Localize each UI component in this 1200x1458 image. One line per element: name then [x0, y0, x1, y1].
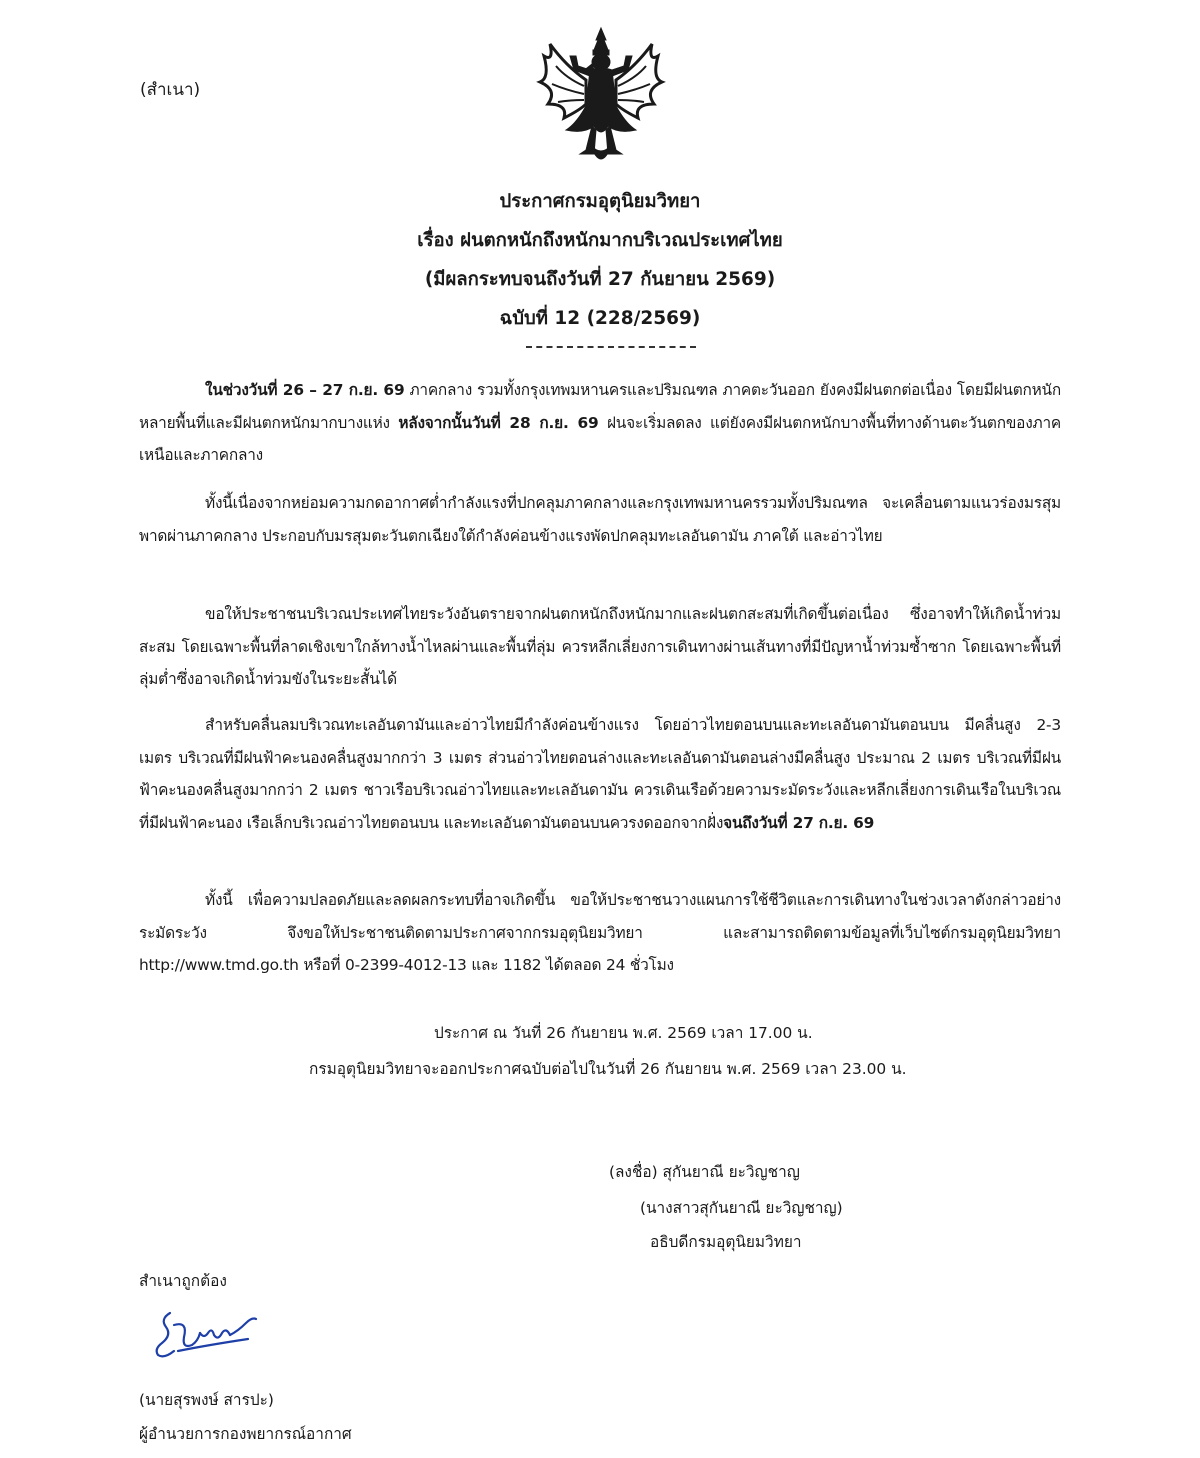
title-subject: เรื่อง ฝนตกหนักถึงหนักมากบริเวณประเทศไทย [417, 230, 783, 251]
sea-conditions-text: สำหรับคลื่นลมบริเวณทะเลอันดามันและอ่าวไทยมีกำลังค่อนข้างแรง โดยอ่าวไทยตอนบนและทะเลอันดามันตอนบน มีคลื่นสูง 2-3 เมตร บริเวณที่มีฝนฟ้าคะนองคลื่นสูงมากกว่า 3 เมตร ส่วนอ่าวไทยตอนล่างและทะเลอันดามันตอนล่างมีคลื่นสูง ประมาณ 2 เมตร บริเวณที่มีฝนฟ้าคะนองคลื่นสูงมากกว่า 2 เมตร ชาวเรือบริเวณอ่าวไทยและทะเลอันดามัน ควรเดินเรือด้วยความระมัดระวังและหลีกเลี่ยงการเดินเรือในบริเวณที่มีฝนฟ้าคะนอง เรือเล็กบริเวณอ่าวไทยตอนบน และทะเลอันดามันตอนบนควรงดออกจากฝั่ง [139, 716, 1061, 832]
title-effect-period: (มีผลกระทบจนถึงวันที่ 27 กันยายน 2569) [424, 269, 776, 290]
title-agency: ประกาศกรมอุตุนิยมวิทยา [499, 191, 701, 212]
paragraph-sea-conditions [139, 709, 1061, 839]
title-divider [526, 346, 696, 348]
paragraph-warning [139, 598, 1061, 696]
issued-datetime: ประกาศ ณ วันที่ 26 กันยายน พ.ศ. 2569 เวลา 17.00 น. [434, 1024, 813, 1042]
cause-text: ทั้งนี้เนื่องจากหย่อมความกดอากาศต่ำกำลังแรงที่ปกคลุมภาคกลางและกรุงเทพมหานครรวมทั้งปริมณฑล จะเคลื่อนตามแนวร่องมรสุมพาดผ่านภาคกลาง ประกอบกับมรสุมตะวันตกเฉียงใต้กำลังค่อนข้างแรงพัดปกคลุมทะเลอันดามัน ภาคใต้ และอ่าวไทย [139, 494, 1061, 545]
signatory-position: อธิบดีกรมอุตุนิยมวิทยา [650, 1233, 802, 1251]
certifier-name: (นายสุรพงษ์ สารปะ) [139, 1391, 274, 1409]
forecast-after-date: หลังจากนั้นวันที่ 28 ก.ย. 69 [398, 413, 599, 432]
paragraph-advice [139, 884, 1061, 982]
warning-text: ขอให้ประชาชนบริเวณประเทศไทยระวังอันตรายจากฝนตกหนักถึงหนักมากและฝนตกสะสมที่เกิดขึ้นต่อเนื่อง ซึ่งอาจทำให้เกิดน้ำท่วมสะสม โดยเฉพาะพื้นที่ลาดเชิงเขาใกล้ทางน้ำไหลผ่านและพื้นที่ลุ่ม ควรหลีกเลี่ยงการเดินทางผ่านเส้นทางที่มีปัญหาน้ำท่วมซ้ำซาก โดยเฉพาะพื้นที่ลุ่มต่ำซึ่งอาจเกิดน้ำท่วมขังในระยะสั้นได้ [139, 605, 1061, 688]
next-issue-notice: กรมอุตุนิยมวิทยาจะออกประกาศฉบับต่อไปในวันที่ 26 กันยายน พ.ศ. 2569 เวลา 23.00 น. [309, 1060, 907, 1078]
copy-label: (สำเนา) [140, 80, 201, 100]
signatory-full-name: (นางสาวสุกันยาณี ยะวิญชาญ) [640, 1199, 843, 1217]
title-issue-number: ฉบับที่ 12 (228/2569) [499, 308, 701, 329]
certified-copy-label: สำเนาถูกต้อง [139, 1272, 227, 1290]
paragraph-cause [139, 487, 1061, 552]
handwritten-signature-icon [148, 1305, 260, 1365]
paragraph-forecast [139, 374, 1061, 472]
garuda-emblem-icon [536, 26, 666, 174]
forecast-period: ในช่วงวันที่ 26 – 27 ก.ย. 69 [205, 381, 405, 399]
certifier-position: ผู้อำนวยการกองพยากรณ์อากาศ [139, 1425, 352, 1443]
announcement-title [0, 182, 1200, 338]
advice-text: ทั้งนี้ เพื่อความปลอดภัยและลดผลกระทบที่อาจเกิดขึ้น ขอให้ประชาชนวางแผนการใช้ชีวิตและการเดินทางในช่วงเวลาดังกล่าวอย่างระมัดระวัง จึงขอให้ประชาชนติดตามประกาศจากกรมอุตุนิยมวิทยา และสามารถติดตามข้อมูลที่เว็บไซต์กรมอุตุนิยมวิทยา http://www.tmd.go.th หรือที่ 0-2399-4012-13 และ 1182 ได้ตลอด 24 ชั่วโมง [139, 891, 1061, 974]
forecast-text-1: ภาคกลาง รวมทั้งกรุงเทพมหานครและปริมณฑล ภาคตะวันออก ยังคงมีฝนตกต่อเนื่อง โดยมีฝนตกหนักหลายพื้นที่และมีฝนตกหนักมากบางแห่ง [139, 381, 1061, 432]
signatory-signed: (ลงชื่อ) สุกันยาณี ยะวิญชาญ [609, 1163, 800, 1181]
sea-conditions-until: จนถึงวันที่ 27 ก.ย. 69 [723, 813, 875, 832]
forecast-text-2: ฝนจะเริ่มลดลง แต่ยังคงมีฝนตกหนักบางพื้นที่ทางด้านตะวันตกของภาคเหนือและภาคกลาง [139, 413, 1061, 464]
